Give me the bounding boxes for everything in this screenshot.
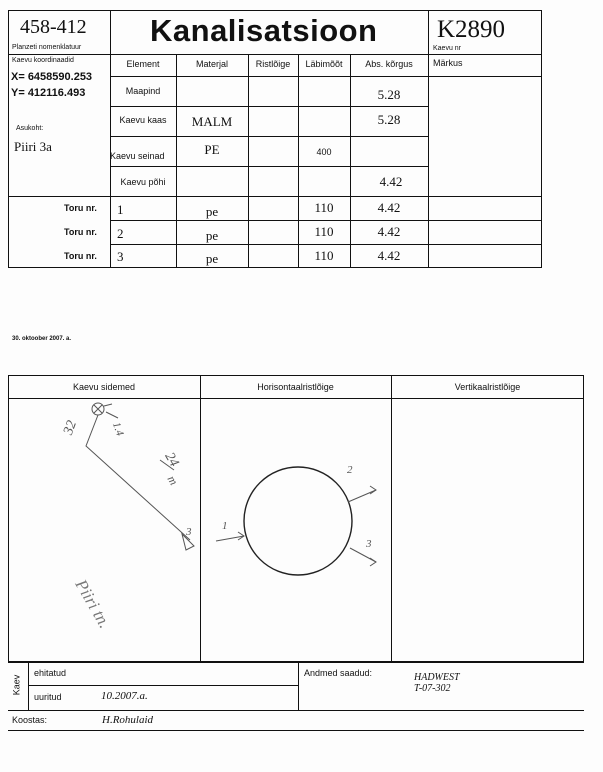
row-element: Maapind	[125, 86, 161, 96]
nomenclature-number: 458-412	[20, 16, 87, 38]
pipe-labimoot: 110	[314, 248, 334, 263]
header-labimoot: Läbimõõt	[305, 59, 343, 69]
row-materjal: MALM	[191, 114, 233, 129]
column-kaevu-sidemed: Kaevu sidemed	[72, 382, 136, 392]
pipe-mark-1: 1	[222, 520, 228, 532]
data-from-label: Andmed saadud:	[304, 668, 373, 678]
row-materjal: PE	[204, 142, 220, 157]
pipe-mark-3: 3	[366, 538, 372, 550]
coordinates-label: Kaevu koordinaadid	[12, 57, 74, 64]
document-date: 30. oktoober 2007. a.	[12, 336, 72, 342]
pipe-materjal: pe	[205, 251, 219, 266]
pipe-materjal: pe	[205, 204, 219, 219]
well-number: K2890	[437, 16, 506, 43]
well-number-label: Kaevu nr	[433, 45, 462, 52]
note-1-4: 1.4	[109, 420, 126, 438]
location-label: Asukoht:	[16, 125, 44, 132]
compiled-label: Koostas:	[12, 715, 48, 725]
street-label: Piiri tn.	[71, 576, 115, 632]
row-abs: 5.28	[377, 112, 401, 127]
pipe-materjal: pe	[205, 228, 219, 243]
compiled-value: H.Rohulaid	[102, 714, 154, 726]
column-vertikaal: Vertikaalristlõige	[454, 382, 521, 392]
header-abs-korgus: Abs. kõrgus	[365, 59, 413, 69]
pipe-mark-2: 2	[347, 464, 353, 476]
pipe-number: 2	[117, 226, 124, 241]
pipe-labimoot: 110	[314, 200, 334, 215]
built-label: ehitatud	[34, 668, 67, 678]
note-3: 3	[186, 526, 192, 538]
row-labimoot: 400	[316, 147, 332, 157]
pipe-number: 3	[117, 249, 124, 264]
header-markus: Märkus	[433, 58, 463, 68]
pipe-abs: 4.42	[377, 200, 401, 215]
header-ristloige: Ristlõige	[255, 59, 291, 69]
row-element: Kaevu põhi	[120, 177, 166, 187]
page-title: Kanalisatsioon	[150, 13, 378, 48]
row-abs: 5.28	[377, 87, 401, 102]
note-unit-m: m	[164, 472, 181, 488]
pipe-abs: 4.42	[377, 224, 401, 239]
data-from-value1: HADWEST	[414, 672, 460, 683]
location-value: Piiri 3a	[14, 139, 52, 154]
note-24: 24	[161, 449, 182, 470]
surveyed-value: 10.2007.a.	[101, 690, 148, 702]
pipe-label: Toru nr.	[64, 203, 97, 213]
coordinate-y: Y= 412116.493	[11, 87, 86, 99]
nomenclature-label: Planzeti nomenklatuur	[12, 44, 82, 51]
row-abs: 4.42	[379, 174, 403, 189]
pipe-number: 1	[117, 202, 124, 217]
horizontal-section	[200, 398, 391, 662]
surveyed-label: uuritud	[34, 692, 62, 702]
data-from-value2: T-07-302	[414, 683, 451, 694]
header-materjal: Materjal	[195, 59, 228, 69]
coordinate-x: X= 6458590.253	[11, 71, 93, 83]
well-circle	[244, 467, 352, 575]
note-32: 32	[61, 418, 80, 437]
column-horisontaal: Horisontaalristlõige	[257, 382, 334, 392]
footer-side-label: Kaev	[11, 674, 22, 696]
row-element: Kaevu kaas	[119, 115, 167, 125]
pipe-labimoot: 110	[314, 224, 334, 239]
pipe-label: Toru nr.	[64, 251, 97, 261]
row-element: Kaevu seinad	[110, 151, 165, 161]
pipe-abs: 4.42	[377, 248, 401, 263]
pipe-label: Toru nr.	[64, 227, 97, 237]
header-element: Element	[126, 59, 160, 69]
